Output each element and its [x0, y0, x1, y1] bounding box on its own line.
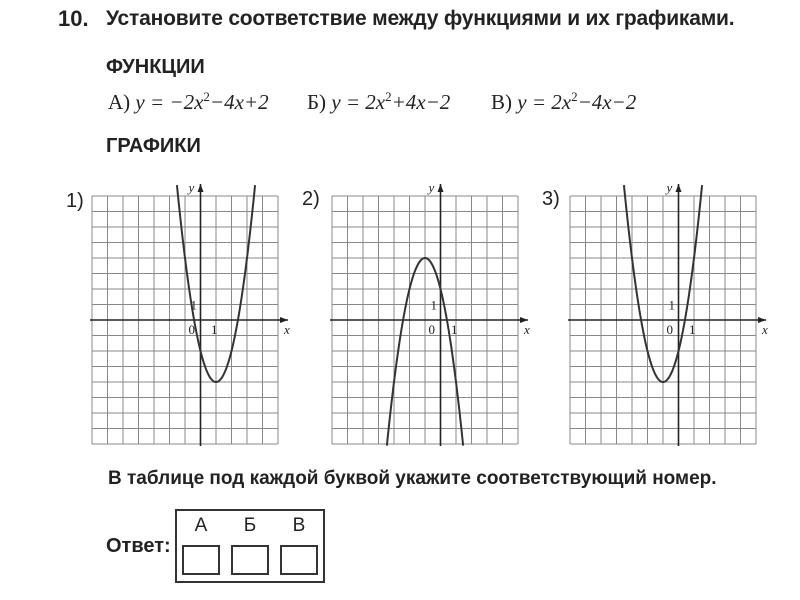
graphs-heading: ГРАФИКИ [106, 135, 201, 157]
function-letter: А) [108, 90, 131, 114]
y-axis-label: y [428, 180, 435, 195]
function-v [491, 89, 636, 115]
y-axis-arrow [198, 184, 204, 192]
graph-1 [82, 174, 292, 446]
y-axis-arrow [438, 184, 444, 192]
answer-table [175, 509, 325, 583]
answer-cell-v[interactable] [280, 545, 318, 575]
x-axis-label: x [524, 322, 530, 337]
answer-letter-b: Б [243, 515, 257, 536]
answer-cell-b[interactable] [231, 545, 269, 575]
function-exponent: 2 [203, 89, 210, 104]
origin-label: 0 [188, 322, 195, 337]
y-unit-label: 1 [190, 297, 197, 313]
function-lhs: y = 2x [331, 90, 386, 114]
graph-axes [568, 184, 766, 446]
x-unit-label: 1 [451, 322, 458, 337]
graph-axes [330, 184, 528, 446]
function-letter: Б) [307, 90, 327, 114]
function-rhs: +4x−2 [391, 90, 451, 114]
answer-letter-a: А [194, 515, 208, 536]
function-b [307, 89, 450, 115]
origin-label: 0 [428, 322, 435, 337]
instruction-text: В таблице под каждой буквой укажите соответствующий номер. [108, 468, 717, 489]
answer-letter-v: В [292, 515, 306, 536]
x-axis-label: x [284, 322, 290, 337]
graph-number-3: 3) [542, 188, 560, 210]
function-exponent: 2 [385, 89, 392, 104]
y-axis-arrow [676, 184, 682, 192]
task-number: 10. [58, 6, 89, 31]
graph-2 [322, 174, 532, 446]
x-axis-label: x [762, 322, 768, 337]
y-unit-label: 1 [668, 297, 675, 313]
answer-label: Ответ: [106, 535, 171, 557]
function-exponent: 2 [571, 89, 578, 104]
graph-number-2: 2) [302, 188, 320, 210]
task-text: Установите соответствие между функциями и их графиками. [106, 7, 735, 30]
graph-axes [90, 184, 288, 446]
origin-label: 0 [666, 322, 673, 337]
function-rhs: −4x−2 [577, 90, 637, 114]
y-unit-label: 1 [430, 297, 437, 313]
function-letter: В) [491, 90, 512, 114]
y-axis-label: y [188, 180, 195, 195]
functions-heading: ФУНКЦИИ [106, 56, 205, 78]
function-lhs: y = −2x [135, 90, 204, 114]
function-a [108, 89, 269, 115]
x-unit-label: 1 [689, 322, 696, 337]
graph-number-1: 1) [66, 190, 84, 212]
function-lhs: y = 2x [517, 90, 572, 114]
function-rhs: −4x+2 [209, 90, 269, 114]
answer-cell-a[interactable] [182, 545, 220, 575]
x-unit-label: 1 [211, 322, 218, 337]
graph-3 [560, 174, 770, 446]
y-axis-label: y [666, 180, 673, 195]
